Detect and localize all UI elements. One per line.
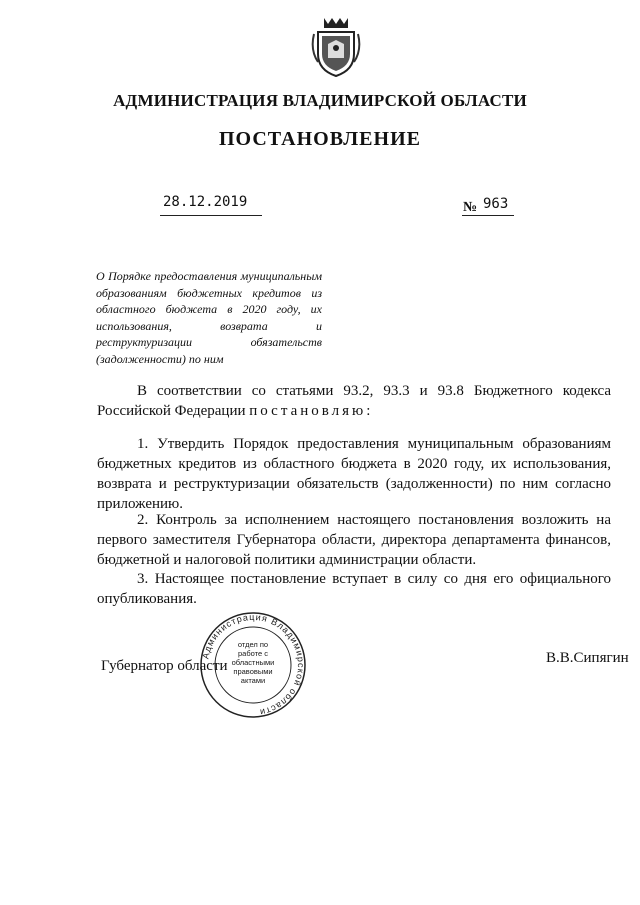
signer-name: В.В.Сипягин (546, 650, 629, 666)
number-sign: № (463, 200, 478, 215)
date-underline (160, 215, 262, 216)
decree-word: постановляю: (249, 403, 374, 419)
item-2-paragraph: 2. Контроль за исполнением настоящего постановления возложить на первого заместителя Губернатора области, директора департамента финансов, бюджетной и налоговой политики администрации области. (97, 512, 611, 568)
preamble-text: В соответствии со статьями 93.2, 93.3 и 93.8 Бюджетного кодекса Российской Федерации (97, 383, 611, 419)
document-date: 28.12.2019 (163, 194, 248, 210)
document-number: 963 (483, 196, 509, 212)
document-type-title: ПОСТАНОВЛЕНИЕ (219, 128, 421, 150)
document-subject: О Порядке предоставления муниципальным образованиям бюджетных кредитов из областного бюджета в 2020 году, их использования, возврата и реструктуризации обязательств (задолженности) по ним (96, 269, 322, 366)
organization-title: АДМИНИСТРАЦИЯ ВЛАДИМИРСКОЙ ОБЛАСТИ (113, 91, 527, 110)
stamp-ring-text: Администрация Владимирской области (200, 612, 307, 718)
item-3-paragraph: 3. Настоящее постановление вступает в силу со дня его официального опубликования. (97, 571, 611, 607)
stamp-center-text: отдел по работе с областными правовыми актами (231, 640, 275, 685)
signer-title: Губернатор области (101, 658, 228, 674)
preamble-paragraph (97, 381, 611, 421)
number-underline (462, 215, 514, 216)
item-1-paragraph: 1. Утвердить Порядок предоставления муниципальным образованиям бюджетных кредитов из областного бюджета в 2020 году, их использования, возврата и реструктуризации обязательств (задолженности) по ним согласно приложению. (97, 436, 611, 512)
coat-of-arms-icon (310, 14, 362, 78)
